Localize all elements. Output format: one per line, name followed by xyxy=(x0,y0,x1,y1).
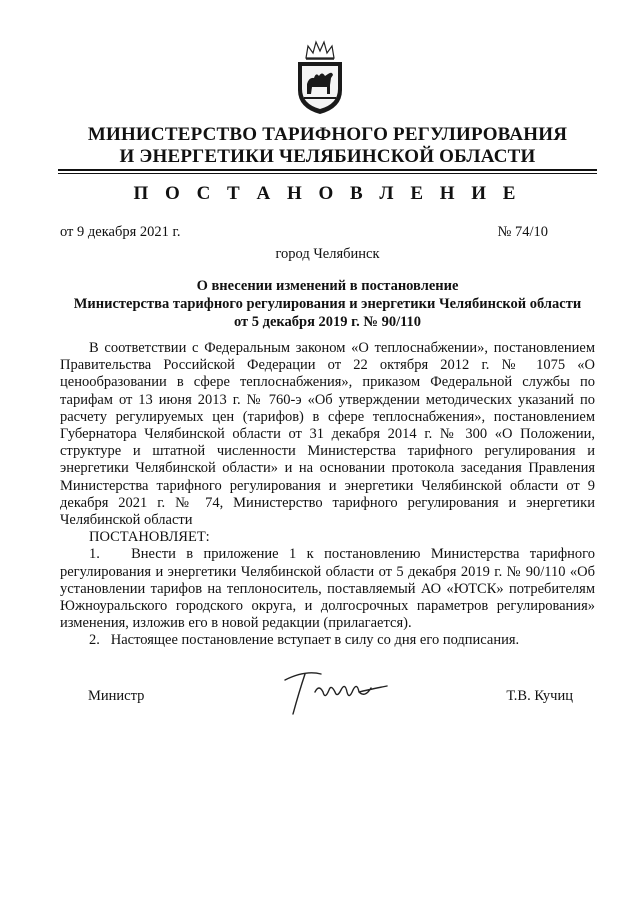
document-date: от 9 декабря 2021 г. xyxy=(60,224,181,240)
title-line2: Министерства тарифного регулирования и энергетики Челябинской области xyxy=(73,296,582,312)
decree-item-2: 2. Настоящее постановление вступает в силу со дня его подписания. xyxy=(89,632,520,649)
document-number: № 74/10 xyxy=(497,224,548,240)
ministry-name-line1: МИНИСТЕРСТВО ТАРИФНОГО РЕГУЛИРОВАНИЯ xyxy=(87,124,568,145)
signatory-name: Т.В. Кучиц xyxy=(506,688,573,704)
document-type: П О С Т А Н О В Л Е Н И Е xyxy=(133,183,522,204)
header-divider-thick xyxy=(58,169,597,171)
header-divider-thin xyxy=(58,173,597,174)
document-title xyxy=(58,277,597,331)
title-line1: О внесении изменений в постановление xyxy=(196,278,459,294)
title-line3: от 5 декабря 2019 г. № 90/110 xyxy=(233,314,422,330)
decree-word: ПОСТАНОВЛЯЕТ: xyxy=(89,529,210,546)
signature-row xyxy=(60,688,595,712)
ministry-name-line2: И ЭНЕРГЕТИКИ ЧЕЛЯБИНСКОЙ ОБЛАСТИ xyxy=(119,146,536,167)
preamble-paragraph: В соответствии с Федеральным законом «О теплоснабжении», постановлением Правительства Российской Федерации от 22 октября 2012 г. № 1075 «О ценообразовании в сфере теплоснабжения», приказом Федеральной службы по тарифам от 13 июня 2013 г. № 760-э «Об утверждении методических указаний по расчету регулируемых цен (тарифов) в сфере теплоснабжения», постановлением Губернатора Челябинской области от 31 декабря 2014 г. № 300 «О Положении, структуре и штатной численности Министерства тарифного регулирования и энергетики Челябинской области» и на основании протокола заседания Правления Министерства тарифного регулирования и энергетики Челябинской области от 9 декабря 2021 г. № 74, Министерство тарифного регулирования и энергетики Челябинской области xyxy=(60,340,595,529)
signatory-position: Министр xyxy=(88,688,145,704)
document-body xyxy=(60,340,595,650)
document-city: город Челябинск xyxy=(275,246,380,262)
decree-item-1: 1. Внести в приложение 1 к постановлению Министерства тарифного регулирования и энергетики Челябинской области от 5 декабря 2019 г. № 90/110 «Об установлении тарифов на теплоноситель, поставляемый АО «ЮТСК» потребителям Южноуральского городского округа, и долгосрочных параметров регулирования» изменения, изложив его в новой редакции (прилагается). xyxy=(60,546,595,632)
coat-of-arms-icon xyxy=(292,38,348,116)
